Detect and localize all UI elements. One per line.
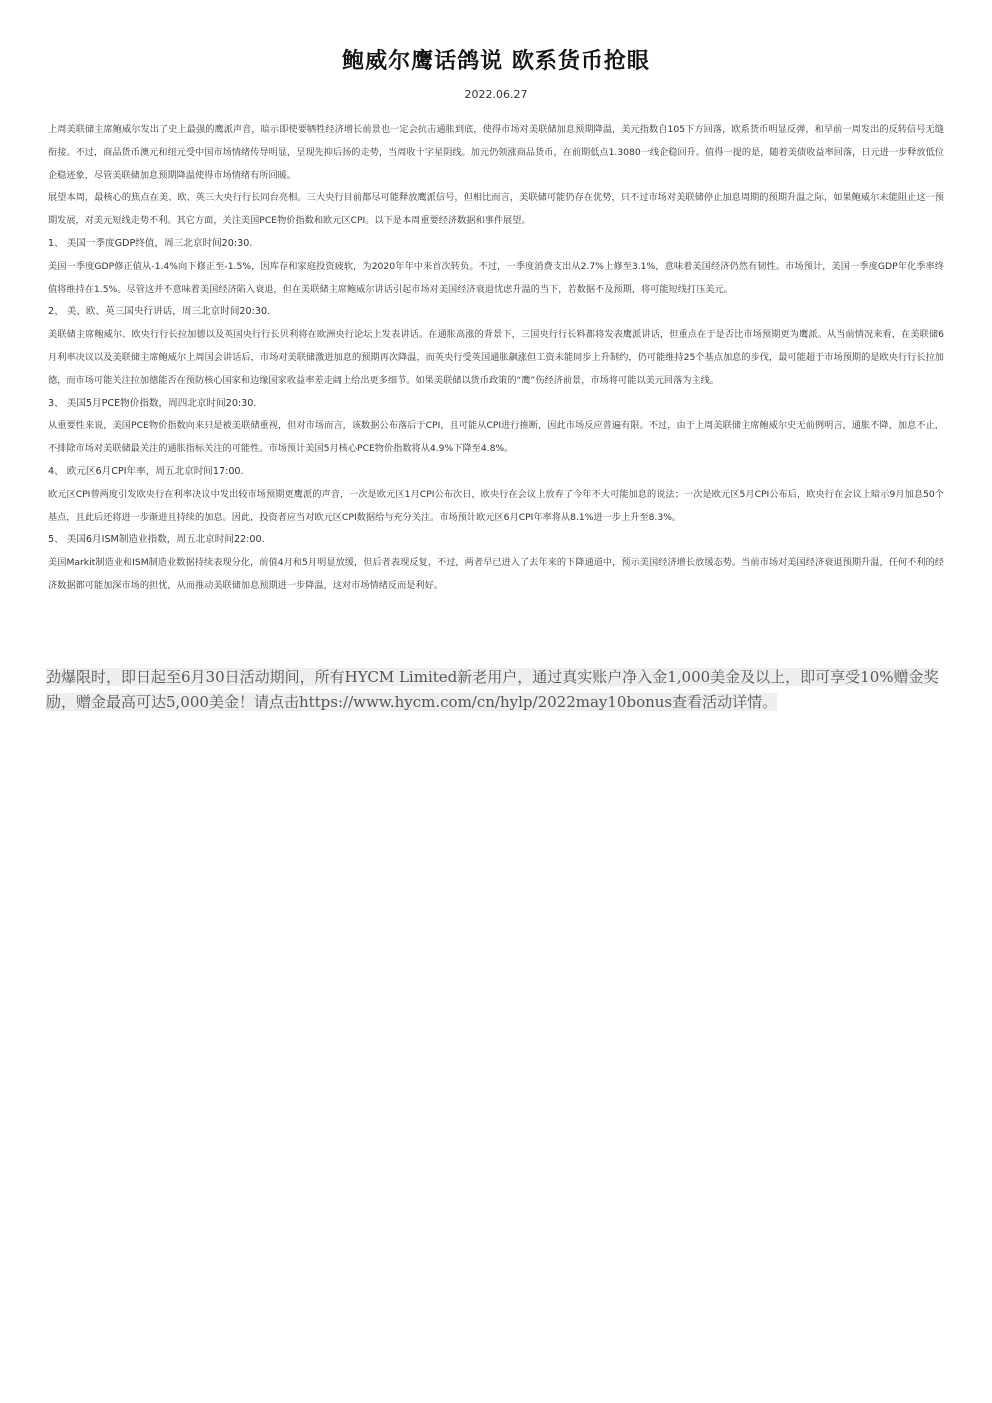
section-body-4: 欧元区CPI曾两度引发欧央行在利率决议中发出较市场预期更鹰派的声音，一次是欧元区1月CPI公布次日，欧央行在会议上放弃了今年不大可能加息的说法；一次是欧元区5月CPI公布后，欧央行在会议上暗示9月加息50个基点，且此后还将进一步渐进且持续的加息。因此，投资者应当对欧元区CPI数据给与充分关注。市场预计欧元区6月CPI年率将从8.1%进一步上升至8.3%。 bbox=[48, 488, 944, 523]
section-heading-1: 1、 美国一季度GDP终值，周三北京时间20:30. bbox=[48, 237, 253, 249]
section-body-2: 美联储主席鲍威尔、欧央行行长拉加德以及英国央行行长贝利将在欧洲央行论坛上发表讲话。在通胀高涨的背景下，三国央行行长料都将发表鹰派讲话，但重点在于是否比市场预期更为鹰派。从当前情况来看，在美联储6月利率决议以及美联储主席鲍威尔上周国会讲话后，市场对美联储激进加息的预期再次降温，而英央行受英国通胀飙涨但工资未能同步上升制约，仍可能维持25个基点加息的步伐，最可能超于市场预期的是欧央行行长拉加德，而市场可能关注拉加德能否在预防核心国家和边缘国家收益率差走阔上给出更多细节。如果美联储以货币政策的“鹰”伤经济前景，市场将可能以美元回落为主线。 bbox=[48, 329, 944, 386]
paragraph-intro: 上周美联储主席鲍威尔发出了史上最强的鹰派声音，暗示即使要牺牲经济增长前景也一定会抗击通胀到底，使得市场对美联储加息预期降温，美元指数自105下方回落，欧系货币明显反弹，和早前一周发出的反转信号无缝衔接。不过，商品货币澳元和纽元受中国市场情绪传导明显，呈现先抑后扬的走势，当周收十字星阴线。加元仍领涨商品货币，在前期低点1.3080一线企稳回升。值得一提的是，随着美债收益率回落，日元进一步释放低位企稳迹象，尽管美联储加息预期降温使得市场情绪有所回暖。 bbox=[48, 124, 944, 181]
promo-text: 劲爆限时，即日起至6月30日活动期间，所有HYCM Limited新老用户，通过真实账户净入金1,000美金及以上，即可享受10%赠金奖励，赠金最高可达5,000美金！请点击https://www.hycm.com/cn/hylp/2022may10bonus查看活动详情。 bbox=[46, 668, 939, 711]
section-body-3: 从重要性来说，美国PCE物价指数向来只是被美联储重视，但对市场而言，该数据公布落后于CPI，且可能从CPI进行推断，因此市场反应普遍有限。不过，由于上周美联储主席鲍威尔史无前例明言，通胀不降，加息不止，不排除市场对美联储最关注的通胀指标关注的可能性。市场预计美国5月核心PCE物价指数将从4.9%下降至4.8%。 bbox=[48, 420, 944, 455]
document-title: 鲍威尔鹰话鸽说 欧系货币抢眼 bbox=[342, 49, 650, 74]
article-body bbox=[48, 119, 944, 598]
section-heading-3: 3、 美国5月PCE物价指数，周四北京时间20:30. bbox=[48, 397, 257, 409]
section-heading-4: 4、 欧元区6月CPI年率，周五北京时间17:00. bbox=[48, 465, 244, 477]
section-body-1: 美国一季度GDP修正值从-1.4%向下修正至-1.5%，因库存和家庭投资疲软，为2020年年中来首次转负。不过，一季度消费支出从2.7%上修至3.1%，意味着美国经济仍然有韧性。市场预计，美国一季度GDP年化季率终值将维持在1.5%。尽管这并不意味着美国经济陷入衰退，但在美联储主席鲍威尔讲话引起市场对美国经济衰退忧虑升温的当下，若数据不及预期，将可能短线打压美元。 bbox=[48, 260, 944, 295]
paragraph-outlook: 展望本周，最核心的焦点在美、欧、英三大央行行长同台亮相。三大央行目前都尽可能释放鹰派信号，但相比而言，美联储可能仍存在优势，只不过市场对美联储停止加息周期的预期升温之际，如果鲍威尔未能阻止这一预期发展，对美元短线走势不利。其它方面，关注美国PCE物价指数和欧元区CPI。以下是本周重要经济数据和事件展望。 bbox=[48, 192, 944, 227]
section-heading-2: 2、 美、欧、英三国央行讲话，周三北京时间20:30. bbox=[48, 306, 271, 318]
document-date: 2022.06.27 bbox=[464, 88, 528, 101]
section-heading-5: 5、 美国6月ISM制造业指数，周五北京时间22:00. bbox=[48, 534, 265, 546]
section-body-5: 美国Markit制造业和ISM制造业数据持续表现分化，前值4月和5月明显放缓，但后者表现反复，不过，两者早已进入了去年来的下降通道中，预示美国经济增长放缓态势。当前市场对美国经济衰退预期升温，任何不利的经济数据都可能加深市场的担忧，从而推动美联储加息预期进一步降温，这对市场情绪反而是利好。 bbox=[48, 557, 944, 591]
promo-notice bbox=[46, 665, 946, 715]
